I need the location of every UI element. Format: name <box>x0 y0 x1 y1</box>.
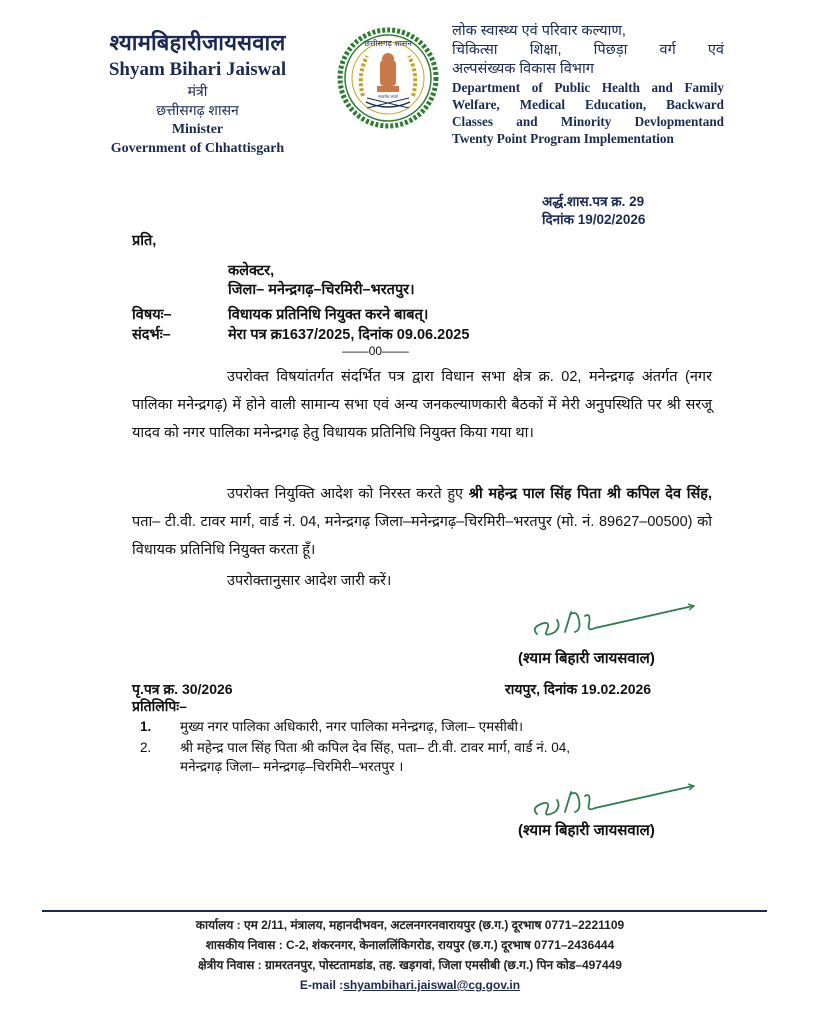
minister-name-english: Shyam Bihari Jaiswal <box>108 59 287 80</box>
body-paragraph-2 <box>132 480 712 564</box>
letter-reference <box>542 193 645 229</box>
reference-label: संदर्भः– <box>132 327 171 343</box>
department-english-line-4: Twenty Point Program Implementation <box>452 131 674 146</box>
footer-office: कार्यालय : एम 2/11, मंत्रालय, महानदीभवन, अटलनगरनवारायपुर (छ.ग.) दूरभाष 0771–2221109 <box>195 918 625 932</box>
addressee-line-2: जिला– मनेन्द्रगढ़–चिरमिरी–भरतपुर। <box>228 282 415 298</box>
email-link[interactable]: shyambihari.jaiswal@cg.gov.in <box>343 978 521 992</box>
to-label: प्रति, <box>132 233 157 249</box>
minister-name-hindi: श्यामबिहारीजायसवाल <box>109 30 286 55</box>
department-hindi-line-2: चिकित्सा शिक्षा, पिछड़ा वर्ग एवं <box>452 42 724 58</box>
body-paragraph-2-end: पता– टी.वी. टावर मार्ग, वार्ड नं. 04, मनेन्द्रगढ़ जिला–मनेन्द्रगढ़–चिरमिरी–भरतपुर (मो. नं. 89627–00500) को विधायक प्रतिनिधि नियुक्त करता हूँ। <box>132 514 712 558</box>
body-paragraph-2-start: उपरोक्त नियुक्ति आदेश को निरस्त करते हुए <box>227 486 464 502</box>
department-hindi-line-1: लोक स्वास्थ्य एवं परिवार कल्याण, <box>452 23 626 39</box>
footer-regional: क्षेत्रीय निवास : ग्रामरतनपुर, पोस्टतामडांड, तह. खड़गवां, जिला एमसीबी (छ.ग.) पिन कोड–497449 <box>198 958 622 972</box>
department-english-line-1: Department of Public Health and Family <box>452 80 724 95</box>
chhattisgarh-emblem-logo <box>333 26 443 130</box>
copies-label: प्रतिलिपिः– <box>132 698 187 714</box>
signature-icon <box>525 598 705 644</box>
copy-recipient: मुख्य नगर पालिका अधिकारी, नगर पालिका मनेन्द्रगढ़, जिला– एमसीबी। <box>180 719 524 734</box>
addressee-line-1: कलेक्टर, <box>228 263 275 279</box>
letter-date: दिनांक 19/02/2026 <box>542 212 646 227</box>
appointee-name: श्री महेन्द्र पाल सिंह पिता श्री कपिल देव सिंह, <box>468 486 713 502</box>
footer-contact <box>100 915 720 995</box>
copy-recipient: श्री महेन्द्र पाल सिंह पिता श्री कपिल देव सिंह, पता– टी.वी. टावर मार्ग, वार्ड नं. 04, <box>180 740 570 755</box>
footer-divider <box>42 910 767 912</box>
department-english-line-3: Classes and Minority Devlopmentand <box>452 114 724 129</box>
reference-text: मेरा पत्र क्र1637/2025, दिनांक 09.06.2025 <box>228 327 470 343</box>
endorsement-number: पृ.पत्र क्र. 30/2026 <box>132 681 233 697</box>
department-hindi-line-3: अल्पसंख्यक विकास विभाग <box>452 61 594 77</box>
copy-recipient-continued: मनेन्द्रगढ़ जिला– मनेन्द्रगढ़–चिरमिरी–भरतपुर । <box>180 759 404 774</box>
minister-title-english: Minister <box>171 122 224 137</box>
department-header <box>452 22 724 147</box>
subject-label: विषयः– <box>132 307 172 323</box>
signatory-name: (श्याम बिहारी जायसवाल) <box>518 822 655 839</box>
footer-email-line <box>100 975 720 995</box>
minister-header <box>70 30 325 158</box>
body-paragraph-1 <box>132 363 712 447</box>
minister-title-hindi: मंत्री <box>187 83 208 99</box>
signature-image <box>525 778 705 824</box>
subject-text: विधायक प्रतिनिधि नियुक्त करने बाबत्। <box>228 307 429 323</box>
separator: ––––00–––– <box>342 344 409 358</box>
body-paragraph-3: उपरोक्तानुसार आदेश जारी करें। <box>227 573 392 589</box>
copy-number: 1. <box>140 719 152 734</box>
email-label: E-mail : <box>299 978 344 992</box>
emblem-text: छत्तीसगढ़ शासन <box>364 39 412 48</box>
body-paragraph-1-text: उपरोक्त विषयांतर्गत संदर्भित पत्र द्वारा विधान सभा क्षेत्र क्र. 02, मनेन्द्रगढ़ अंतर्गत (नगर पालिका मनेन्द्रगढ़) में होने वाली सामान्य सभा एवं अन्य जनकल्याणकारी बैठकों में मेरी अनुपस्थिति पर श्री सरजू यादव को नगर पालिका मनेन्द्रगढ़ हेतु विधायक प्रतिनिधि नियुक्त किया गया था। <box>132 369 712 441</box>
signature-image <box>525 598 705 644</box>
government-hindi: छत्तीसगढ़ शासन <box>156 102 239 118</box>
department-english-line-2: Welfare, Medical Education, Backward <box>452 97 724 112</box>
letter-number: अर्द्ध.शास.पत्र क्र. 29 <box>542 194 645 209</box>
government-english: Government of Chhattisgarh <box>110 141 285 156</box>
emblem-seal-icon <box>333 26 443 130</box>
copy-number: 2. <box>140 740 152 755</box>
signatory-name: (श्याम बिहारी जायसवाल) <box>518 650 655 667</box>
footer-residence: शासकीय निवास : C-2, शंकरनगर, केनाललिंकिगरोड, रायपुर (छ.ग.) दूरभाष 0771–2436444 <box>205 938 615 952</box>
place-date: रायपुर, दिनांक 19.02.2026 <box>505 681 652 697</box>
emblem-motto: सत्यमेव जयते <box>378 94 398 99</box>
signature-icon <box>525 778 705 824</box>
